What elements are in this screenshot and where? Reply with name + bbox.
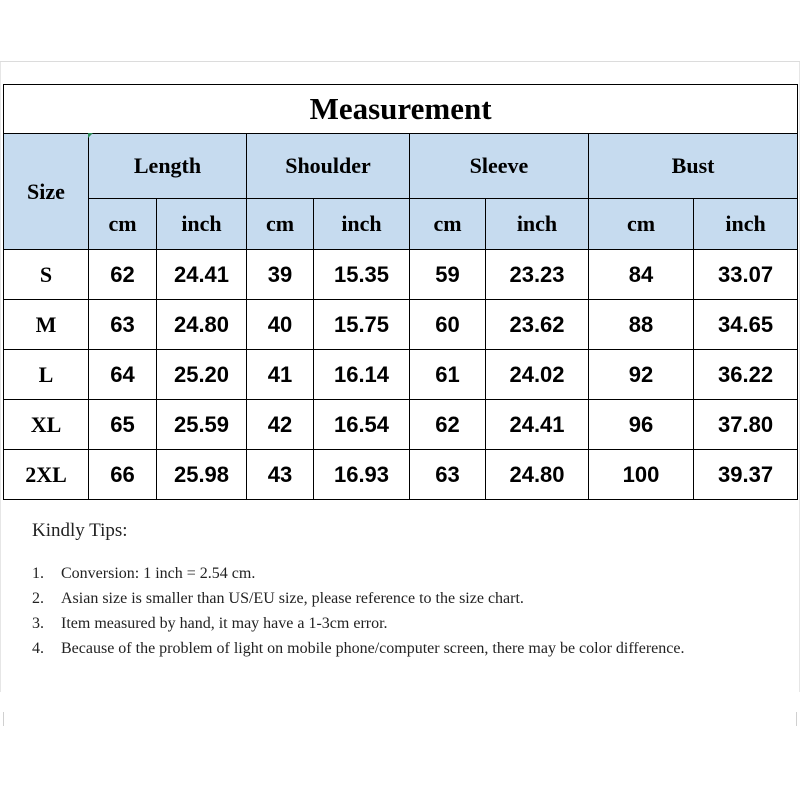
unit-header: cm: [89, 199, 157, 250]
value-cell: 66: [89, 450, 157, 500]
left-tick-mark: [3, 712, 4, 726]
unit-header: cm: [410, 199, 486, 250]
tip-number: 4.: [32, 640, 44, 657]
value-cell: 65: [89, 400, 157, 450]
value-cell: 61: [410, 350, 486, 400]
size-cell: 2XL: [4, 450, 89, 500]
left-border-line: [0, 62, 1, 692]
value-cell: 15.35: [314, 250, 410, 300]
tip-number: 2.: [32, 590, 44, 607]
value-cell: 15.75: [314, 300, 410, 350]
value-cell: 41: [247, 350, 314, 400]
value-cell: 39.37: [694, 450, 798, 500]
value-cell: 92: [589, 350, 694, 400]
tips-title: Kindly Tips:: [32, 520, 128, 541]
top-divider: [0, 61, 800, 62]
size-cell: XL: [4, 400, 89, 450]
value-cell: 16.93: [314, 450, 410, 500]
value-cell: 63: [410, 450, 486, 500]
value-cell: 24.41: [157, 250, 247, 300]
right-tick-mark: [796, 712, 797, 726]
value-cell: 63: [89, 300, 157, 350]
table-row: [4, 300, 798, 350]
tip-item: [32, 611, 772, 636]
value-cell: 24.80: [157, 300, 247, 350]
group-header-bust: Bust: [589, 134, 798, 199]
tip-text: Item measured by hand, it may have a 1-3cm error.: [61, 615, 388, 632]
unit-header: inch: [314, 199, 410, 250]
tip-text: Conversion: 1 inch = 2.54 cm.: [61, 565, 256, 582]
value-cell: 25.98: [157, 450, 247, 500]
table-row: [4, 250, 798, 300]
value-cell: 16.14: [314, 350, 410, 400]
tip-number: 1.: [32, 565, 44, 582]
value-cell: 100: [589, 450, 694, 500]
measurement-table: [3, 84, 798, 500]
value-cell: 64: [89, 350, 157, 400]
tip-number: 3.: [32, 615, 44, 632]
value-cell: 42: [247, 400, 314, 450]
unit-header: inch: [694, 199, 798, 250]
group-header-sleeve: Sleeve: [410, 134, 589, 199]
tip-text: Because of the problem of light on mobile phone/computer screen, there may be color difference.: [61, 640, 685, 657]
size-cell: S: [4, 250, 89, 300]
value-cell: 43: [247, 450, 314, 500]
tips-list: [32, 561, 772, 661]
value-cell: 16.54: [314, 400, 410, 450]
value-cell: 23.62: [486, 300, 589, 350]
value-cell: 39: [247, 250, 314, 300]
size-header: Size: [4, 134, 89, 250]
value-cell: 24.02: [486, 350, 589, 400]
size-cell: M: [4, 300, 89, 350]
value-cell: 62: [89, 250, 157, 300]
tip-text: Asian size is smaller than US/EU size, please reference to the size chart.: [61, 590, 524, 607]
tip-item: [32, 586, 772, 611]
value-cell: 36.22: [694, 350, 798, 400]
table-row: [4, 400, 798, 450]
unit-header: cm: [589, 199, 694, 250]
value-cell: 88: [589, 300, 694, 350]
table-row: [4, 350, 798, 400]
value-cell: 62: [410, 400, 486, 450]
unit-header: inch: [157, 199, 247, 250]
table-title: Measurement: [4, 85, 798, 134]
unit-header: cm: [247, 199, 314, 250]
value-cell: 59: [410, 250, 486, 300]
value-cell: 25.59: [157, 400, 247, 450]
value-cell: 96: [589, 400, 694, 450]
value-cell: 60: [410, 300, 486, 350]
unit-header: inch: [486, 199, 589, 250]
size-cell: L: [4, 350, 89, 400]
value-cell: 33.07: [694, 250, 798, 300]
value-cell: 23.23: [486, 250, 589, 300]
group-header-shoulder: Shoulder: [247, 134, 410, 199]
value-cell: 34.65: [694, 300, 798, 350]
value-cell: 40: [247, 300, 314, 350]
cell-comment-marker: [88, 133, 93, 138]
tip-item: [32, 636, 772, 661]
table-row: [4, 450, 798, 500]
tip-item: [32, 561, 772, 586]
kindly-tips: [32, 519, 772, 661]
value-cell: 37.80: [694, 400, 798, 450]
value-cell: 84: [589, 250, 694, 300]
value-cell: 25.20: [157, 350, 247, 400]
value-cell: 24.80: [486, 450, 589, 500]
value-cell: 24.41: [486, 400, 589, 450]
group-header-length: Length: [89, 134, 247, 199]
